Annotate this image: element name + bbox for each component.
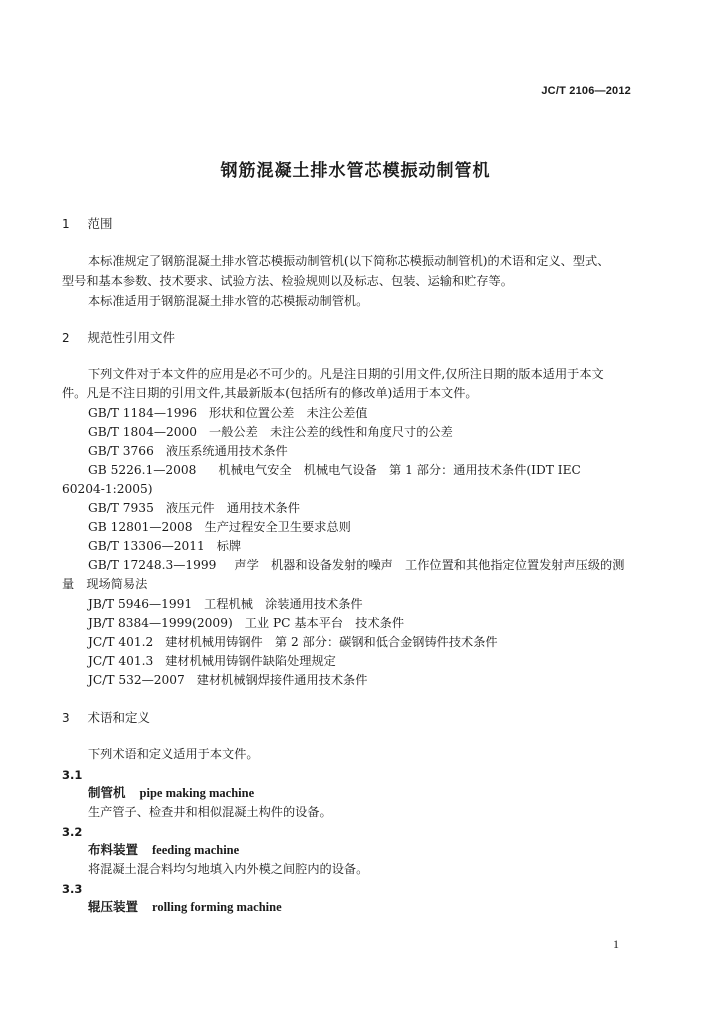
reference-entry [88,634,498,650]
term-definition: 生产管子、检查井和相似混凝土构件的设备。 [88,805,332,819]
reference-entry [88,557,624,573]
term-heading [88,842,239,858]
reference-title: 建材机械用铸钢件 第 2 部分：碳钢和低合金钢铸件技术条件 [165,635,498,649]
reference-title: 形状和位置公差 未注公差值 [209,406,368,420]
reference-code: GB 12801—2008 [88,520,193,534]
reference-entry [88,519,351,535]
section-3-heading [62,710,150,726]
reference-entry [88,424,453,440]
term-number: 3.2 [62,825,83,839]
reference-entry [88,443,288,459]
section-title: 规范性引用文件 [87,330,176,345]
reference-entry-continuation [62,576,147,592]
reference-code: JB/T 8384—1999(2009) [88,616,233,630]
term-heading [88,785,254,801]
reference-entry [88,615,404,631]
term-number: 3.1 [62,768,83,782]
section-number: 2 [62,331,70,345]
reference-title: 建材机械钢焊接件通用技术条件 [196,673,368,687]
reference-title: 标牌 [216,539,242,553]
reference-title: 工业 PC 基本平台 技术条件 [244,616,405,630]
scope-paragraph-line: 型号和基本参数、技术要求、试验方法、检验规则以及标志、包装、运输和贮存等。 [62,274,513,288]
reference-code: GB/T 7935 [88,501,154,515]
reference-entry [88,462,581,478]
reference-entry [88,500,300,516]
reference-code: GB 5226.1—2008 [88,463,197,477]
reference-code: GB/T 3766 [88,444,154,458]
reference-entry-continuation [62,481,153,497]
section-title: 术语和定义 [87,710,151,725]
reference-code: GB/T 13306—2011 [88,539,205,553]
terms-intro: 下列术语和定义适用于本文件。 [88,747,259,761]
reference-title: 一般公差 未注公差的线性和角度尺寸的公差 [209,425,453,439]
reference-code: JC/T 401.2 [88,635,154,649]
term-english: feeding machine [152,843,240,857]
reference-title: 工程机械 涂装通用技术条件 [204,597,363,611]
references-intro-line: 件。凡是不注日期的引用文件,其最新版本(包括所有的修改单)适用于本文件。 [62,386,478,400]
section-2-heading [62,330,175,346]
reference-title: 建材机械用铸钢件缺陷处理规定 [165,654,336,668]
reference-code: GB/T 1804—2000 [88,425,198,439]
section-title: 范围 [87,216,113,231]
reference-entry [88,405,367,421]
term-english: pipe making machine [139,786,255,800]
reference-entry [88,596,363,612]
standard-code: JC/T 2106—2012 [541,85,631,97]
scope-paragraph: 本标准适用于钢筋混凝土排水管的芯模振动制管机。 [88,294,369,308]
term-chinese: 制管机 [88,785,126,800]
reference-code: GB/T 17248.3—1999 [88,558,217,572]
term-definition: 将混凝土混合料均匀地填入内外模之间腔内的设备。 [88,862,369,876]
page-number: 1 [613,937,619,951]
term-number: 3.3 [62,882,83,896]
reference-code: GB/T 1184—1996 [88,406,198,420]
reference-title: 液压系统通用技术条件 [165,444,288,458]
reference-title: 机械电气安全 机械电气设备 第 1 部分：通用技术条件(IDT IEC [218,463,581,477]
reference-code: JB/T 5946—1991 [88,597,193,611]
reference-entry [88,653,336,669]
section-number: 1 [62,217,70,231]
section-1-heading [62,216,113,232]
references-intro-line: 下列文件对于本文件的应用是必不可少的。凡是注日期的引用文件,仅所注日期的版本适用于本文 [88,367,604,381]
reference-title: 液压元件 通用技术条件 [165,501,300,515]
reference-entry [88,672,367,688]
scope-paragraph-line: 本标准规定了钢筋混凝土排水管芯模振动制管机(以下简称芯模振动制管机)的术语和定义、型式、 [88,254,610,268]
reference-code: JC/T 532—2007 [88,673,185,687]
term-heading [88,899,282,915]
term-chinese: 布料装置 [88,842,139,857]
reference-title: 60204-1:2005) [62,482,153,496]
document-title: 钢筋混凝土排水管芯模振动制管机 [220,161,491,181]
reference-title: 声学 机器和设备发射的噪声 工作位置和其他指定位置发射声压级的测 [234,558,625,572]
reference-code: JC/T 401.3 [88,654,154,668]
reference-title: 生产过程安全卫生要求总则 [204,520,351,534]
section-number: 3 [62,711,70,725]
reference-entry [88,538,241,554]
reference-title: 量 现场简易法 [62,577,148,591]
term-chinese: 辊压装置 [88,899,139,914]
term-english: rolling forming machine [152,900,282,914]
